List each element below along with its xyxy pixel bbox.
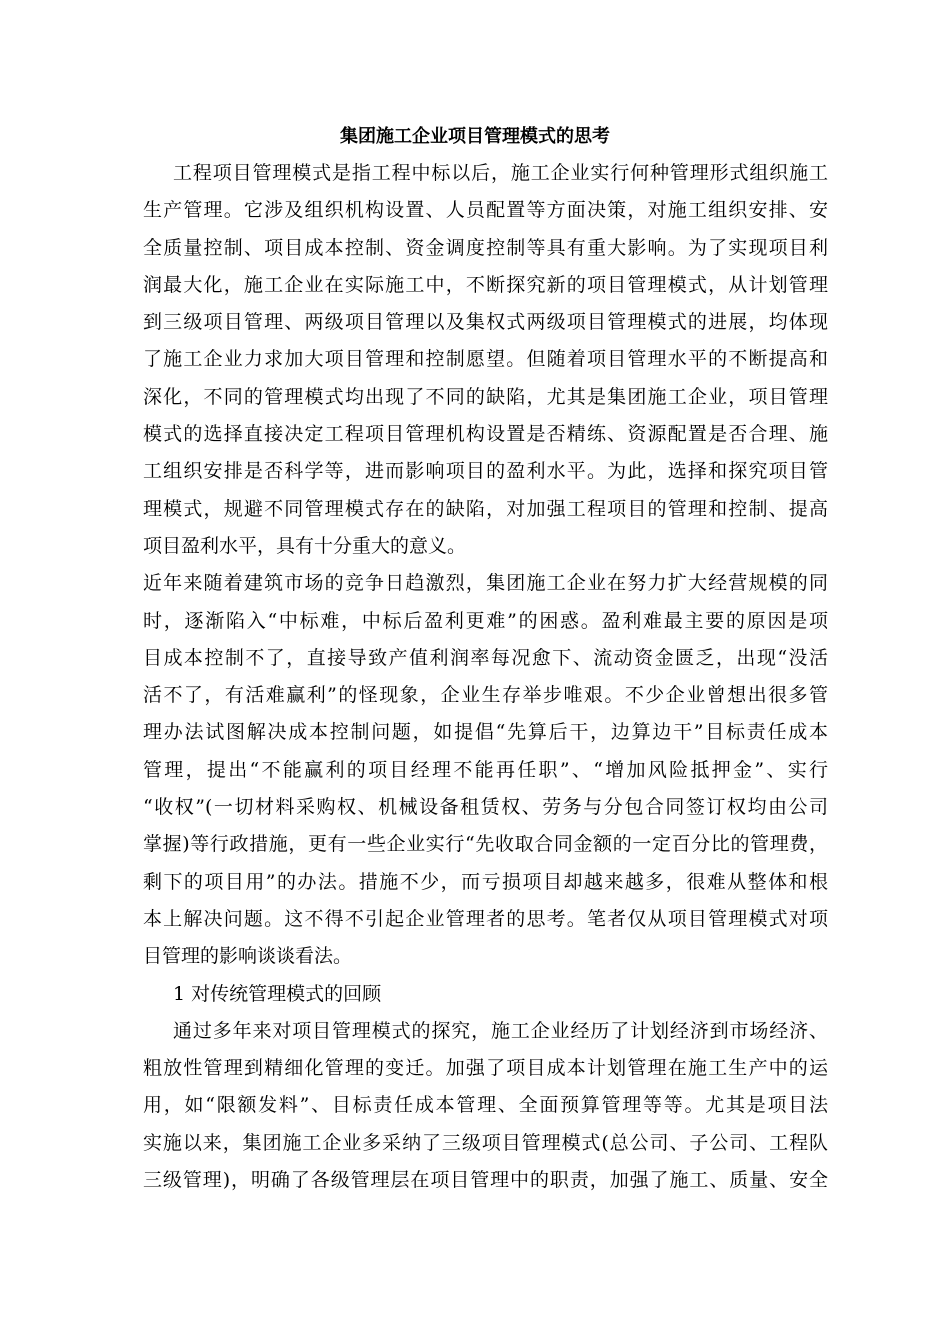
text-line: 项目盈利水平，具有十分重大的意义。 — [143, 534, 467, 557]
text-line: 了施工企业力求加大项目管理和控制愿望。但随着项目管理水平的不断提高和 — [143, 348, 828, 371]
text-line: 目成本控制不了，直接导致产值利润率每况愈下、流动资金匮乏，出现“没活 — [143, 646, 828, 669]
text-line: 时，逐渐陷入“中标难，中标后盈利更难”的困惑。盈利难最主要的原因是项 — [143, 609, 828, 632]
document-body — [143, 155, 828, 1199]
text-line: 活不了，有活难赢利”的怪现象，企业生存举步唯艰。不少企业曾想出很多管 — [143, 684, 828, 707]
document-title: 集团施工企业项目管理模式的思考 — [340, 126, 610, 147]
text-line: 全质量控制、项目成本控制、资金调度控制等具有重大影响。为了实现项目利 — [143, 236, 828, 259]
text-line: 工组织安排是否科学等，进而影响项目的盈利水平。为此，选择和探究项目管 — [143, 460, 828, 483]
text-line: 掌握)等行政措施，更有一些企业实行“先收取合同金额的一定百分比的管理费， — [143, 833, 828, 856]
text-line: 目管理的影响谈谈看法。 — [143, 945, 353, 968]
text-line: 理模式，规避不同管理模式存在的缺陷，对加强工程项目的管理和控制、提高 — [143, 497, 828, 520]
text-line: 实施以来，集团施工企业多采纳了三级项目管理模式(总公司、子公司、工程队 — [143, 1131, 828, 1154]
text-line: 理办法试图解决成本控制问题，如提倡“先算后干，边算边干”目标责任成本 — [143, 721, 828, 744]
text-line: 到三级项目管理、两级项目管理以及集权式两级项目管理模式的进展，均体现 — [143, 311, 828, 334]
text-line: “收权”(一切材料采购权、机械设备租赁权、劳务与分包合同签订权均由公司 — [143, 796, 828, 819]
text-line: 三级管理)，明确了各级管理层在项目管理中的职责，加强了施工、质量、安全 — [143, 1169, 828, 1192]
text-line: 生产管理。它涉及组织机构设置、人员配置等方面决策，对施工组织安排、安 — [143, 199, 828, 222]
text-line: 通过多年来对项目管理模式的探究，施工企业经历了计划经济到市场经济、 — [173, 1019, 828, 1042]
text-line: 模式的选择直接决定工程项目管理机构设置是否精练、资源配置是否合理、施 — [143, 423, 828, 446]
text-line: 粗放性管理到精细化管理的变迁。加强了项目成本计划管理在施工生产中的运 — [143, 1057, 828, 1080]
text-line: 管理，提出“不能赢利的项目经理不能再任职”、“增加风险抵押金”、实行 — [143, 758, 828, 781]
text-line: 1 对传统管理模式的回顾 — [173, 982, 382, 1005]
text-line: 用，如“限额发料”、目标责任成本管理、全面预算管理等等。尤其是项目法 — [143, 1094, 828, 1117]
text-line: 工程项目管理模式是指工程中标以后，施工企业实行何种管理形式组织施工 — [173, 162, 828, 184]
text-line: 本上解决问题。这不得不引起企业管理者的思考。笔者仅从项目管理模式对项 — [143, 907, 828, 930]
text-line: 近年来随着建筑市场的竞争日趋激烈，集团施工企业在努力扩大经营规模的同 — [143, 572, 828, 595]
text-line: 润最大化，施工企业在实际施工中，不断探究新的项目管理模式，从计划管理 — [143, 273, 828, 296]
text-line: 深化，不同的管理模式均出现了不同的缺陷，尤其是集团施工企业，项目管理 — [143, 385, 828, 408]
text-line: 剩下的项目用”的办法。措施不少，而亏损项目却越来越多，很难从整体和根 — [143, 870, 828, 893]
